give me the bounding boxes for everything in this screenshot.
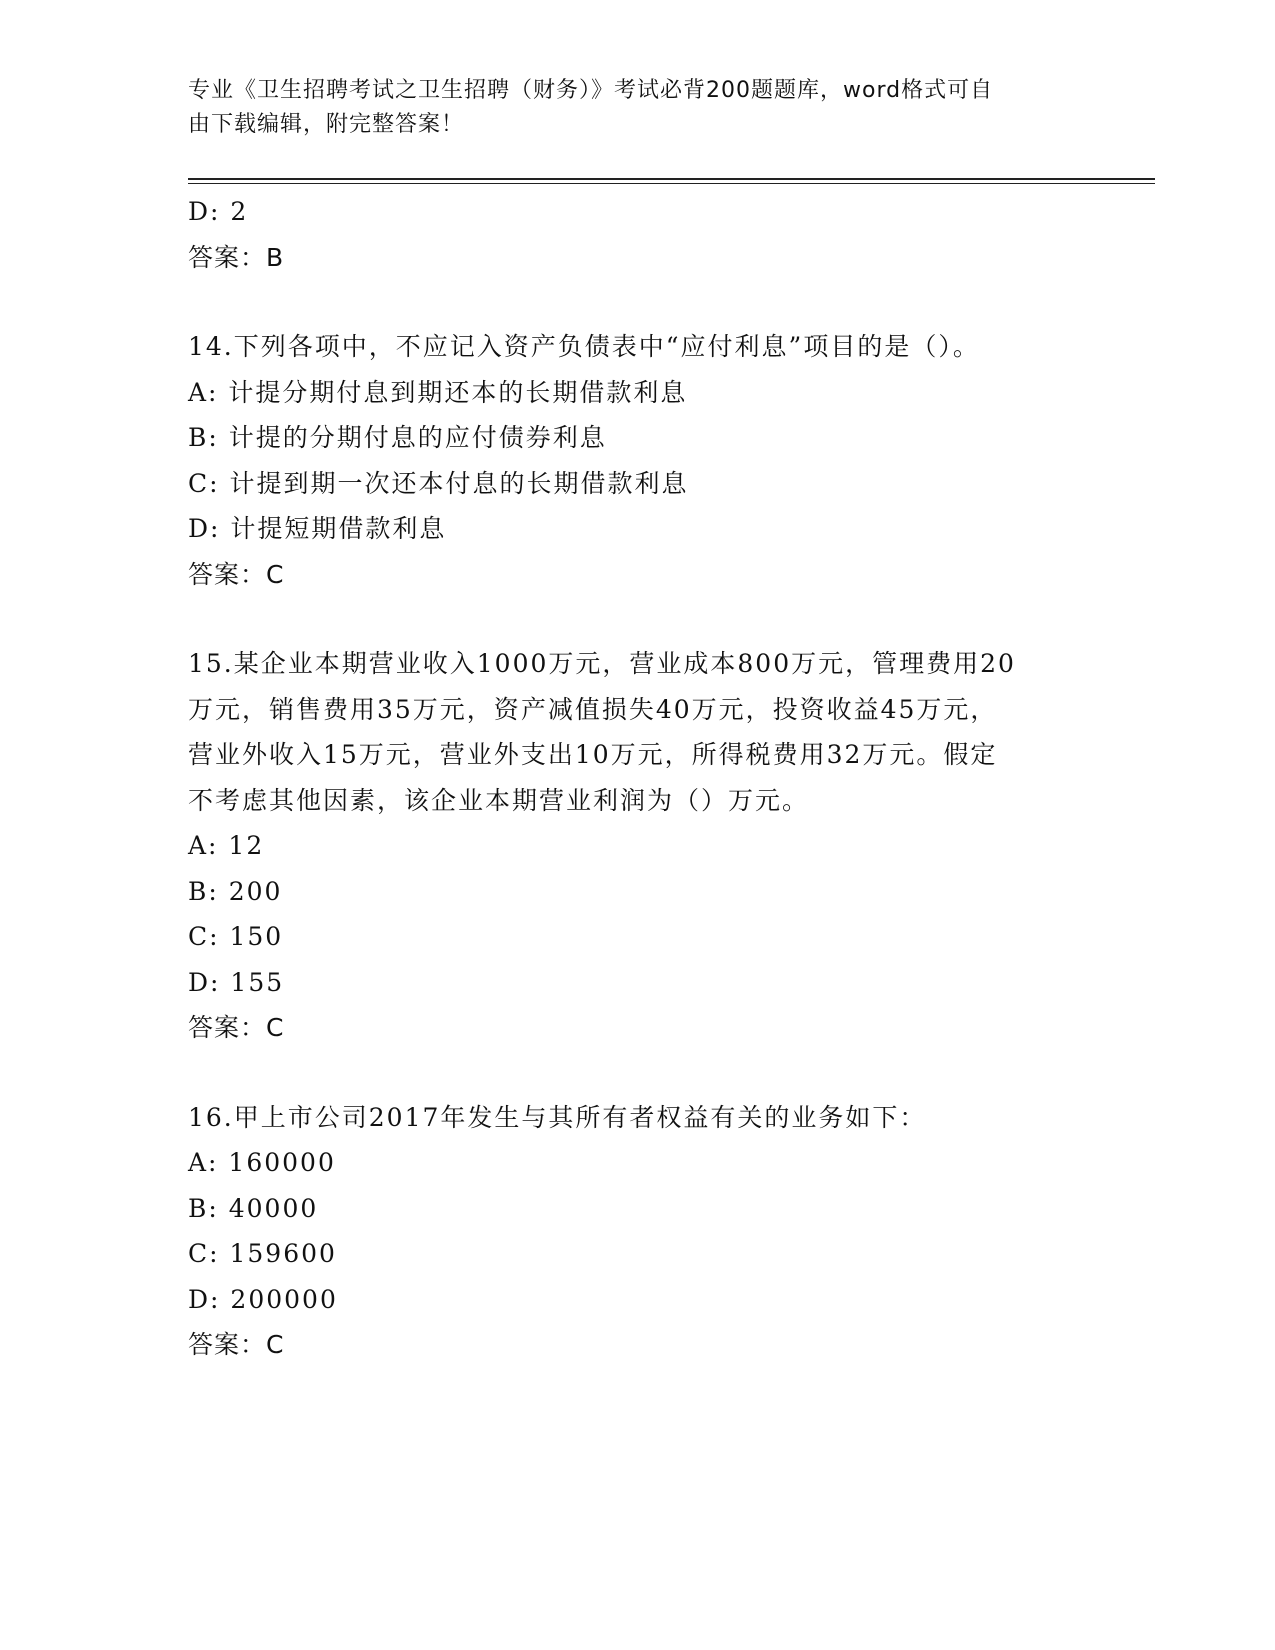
header-divider-thin <box>188 183 1155 184</box>
option-d: D: 计提短期借款利息 <box>188 514 447 543</box>
question-16 <box>188 1095 1088 1368</box>
option-a: A: 160000 <box>188 1148 336 1177</box>
question-15 <box>188 641 1088 1051</box>
option-d: D: 155 <box>188 967 285 997</box>
spacer <box>188 1051 1088 1095</box>
question-stem-line: 万元，销售费用35万元，资产减值损失40万元，投资收益45万元， <box>188 694 998 724</box>
question-stem-line: 营业外收入15万元，营业外支出10万元，所得税费用32万元。假定 <box>188 740 998 769</box>
question-stem-line: 不考虑其他因素，该企业本期营业利润为（）万元。 <box>188 785 810 815</box>
question-stem: 14.下列各项中，不应记入资产负债表中“应付利息”项目的是（）。 <box>188 332 980 361</box>
option-b: B: 200 <box>188 876 283 906</box>
answer: 答案：C <box>188 559 285 589</box>
question-stem-line: 15.某企业本期营业收入1000万元，营业成本800万元，管理费用20 <box>188 649 1016 678</box>
option-d: D: 200000 <box>188 1284 338 1314</box>
prev-answer: 答案：B <box>188 242 285 272</box>
spacer <box>188 280 1088 324</box>
option-a: A: 12 <box>188 831 265 860</box>
header-line-1: 专业《卫生招聘考试之卫生招聘（财务）》考试必背200题题库，word格式可自 <box>188 78 994 103</box>
question-14 <box>188 324 1088 597</box>
option-b: B: 计提的分期付息的应付债券利息 <box>188 423 607 452</box>
option-a: A: 计提分期付息到期还本的长期借款利息 <box>188 377 688 407</box>
header-line-2: 由下载编辑，附完整答案！ <box>188 112 465 137</box>
header-divider-thick <box>188 178 1155 180</box>
option-b: B: 40000 <box>188 1193 319 1223</box>
prev-option-d: D: 2 <box>188 197 249 226</box>
spacer <box>188 597 1088 641</box>
answer: 答案：C <box>188 1013 285 1042</box>
option-c: C: 159600 <box>188 1239 337 1268</box>
document-header <box>188 74 1068 142</box>
question-content <box>188 189 1088 1368</box>
answer: 答案：C <box>188 1330 285 1359</box>
question-stem: 16.甲上市公司2017年发生与其所有者权益有关的业务如下： <box>188 1102 927 1132</box>
option-c: C: 150 <box>188 922 284 951</box>
option-c: C: 计提到期一次还本付息的长期借款利息 <box>188 468 689 498</box>
